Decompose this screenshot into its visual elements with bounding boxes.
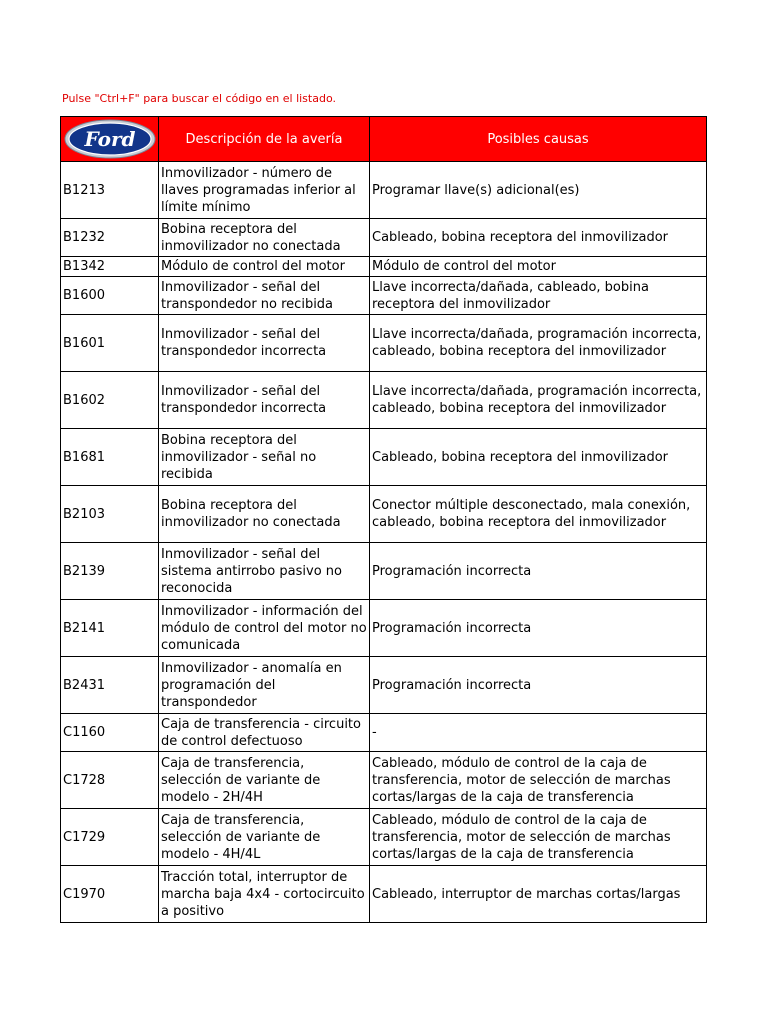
code-cell: B1213	[61, 162, 159, 219]
table-row	[61, 486, 707, 543]
description-cell: Bobina receptora del inmovilizador no conectada	[159, 219, 370, 257]
table-row	[61, 543, 707, 600]
table-row	[61, 277, 707, 315]
table-row	[61, 866, 707, 923]
table-row	[61, 714, 707, 752]
description-cell: Inmovilizador - anomalía en programación del transpondedor	[159, 657, 370, 714]
description-cell: Inmovilizador - señal del transpondedor no recibida	[159, 277, 370, 315]
table-row	[61, 600, 707, 657]
causes-cell: Programación incorrecta	[370, 600, 707, 657]
description-cell: Inmovilizador - señal del transpondedor incorrecta	[159, 315, 370, 372]
causes-cell: Llave incorrecta/dañada, programación incorrecta, cableado, bobina receptora del inmovilizador	[370, 315, 707, 372]
table-row	[61, 315, 707, 372]
description-cell: Caja de transferencia - circuito de control defectuoso	[159, 714, 370, 752]
causes-cell: Programar llave(s) adicional(es)	[370, 162, 707, 219]
table-row	[61, 219, 707, 257]
code-cell: B1602	[61, 372, 159, 429]
code-cell: B1232	[61, 219, 159, 257]
causes-cell: Cableado, módulo de control de la caja de transferencia, motor de selección de marchas cortas/largas de la caja de transferencia	[370, 752, 707, 809]
causes-cell: Módulo de control del motor	[370, 257, 707, 277]
code-cell: B2431	[61, 657, 159, 714]
causes-cell: Cableado, bobina receptora del inmovilizador	[370, 429, 707, 486]
causes-cell: Cableado, interruptor de marchas cortas/largas	[370, 866, 707, 923]
table-row	[61, 657, 707, 714]
code-cell: B1601	[61, 315, 159, 372]
table-body	[61, 162, 707, 923]
description-cell: Caja de transferencia, selección de variante de modelo - 2H/4H	[159, 752, 370, 809]
table-header-row	[61, 117, 707, 162]
code-cell: B2141	[61, 600, 159, 657]
description-cell: Inmovilizador - información del módulo de control del motor no comunicada	[159, 600, 370, 657]
description-cell: Inmovilizador - señal del sistema antirrobo pasivo no reconocida	[159, 543, 370, 600]
description-cell: Módulo de control del motor	[159, 257, 370, 277]
description-cell: Inmovilizador - número de llaves programadas inferior al límite mínimo	[159, 162, 370, 219]
description-cell: Caja de transferencia, selección de variante de modelo - 4H/4L	[159, 809, 370, 866]
causes-cell: Programación incorrecta	[370, 543, 707, 600]
causes-cell: Llave incorrecta/dañada, cableado, bobina receptora del inmovilizador	[370, 277, 707, 315]
causes-cell: Cableado, módulo de control de la caja de transferencia, motor de selección de marchas cortas/largas de la caja de transferencia	[370, 809, 707, 866]
causes-cell: Conector múltiple desconectado, mala conexión, cableado, bobina receptora del inmovilizador	[370, 486, 707, 543]
description-cell: Tracción total, interruptor de marcha baja 4x4 - cortocircuito a positivo	[159, 866, 370, 923]
code-cell: C1970	[61, 866, 159, 923]
code-cell: B2139	[61, 543, 159, 600]
code-cell: B1681	[61, 429, 159, 486]
code-cell: C1729	[61, 809, 159, 866]
description-cell: Bobina receptora del inmovilizador - señal no recibida	[159, 429, 370, 486]
logo-cell	[61, 117, 159, 162]
table-row	[61, 372, 707, 429]
code-cell: B2103	[61, 486, 159, 543]
ford-logo	[64, 119, 156, 159]
table-row	[61, 809, 707, 866]
fault-code-table	[60, 116, 707, 923]
causes-cell: Programación incorrecta	[370, 657, 707, 714]
code-cell: B1342	[61, 257, 159, 277]
causes-cell: Cableado, bobina receptora del inmovilizador	[370, 219, 707, 257]
table-row	[61, 752, 707, 809]
code-cell: C1160	[61, 714, 159, 752]
header-causes: Posibles causas	[370, 117, 707, 162]
code-cell: C1728	[61, 752, 159, 809]
description-cell: Inmovilizador - señal del transpondedor incorrecta	[159, 372, 370, 429]
code-cell: B1600	[61, 277, 159, 315]
causes-cell: -	[370, 714, 707, 752]
causes-cell: Llave incorrecta/dañada, programación incorrecta, cableado, bobina receptora del inmovilizador	[370, 372, 707, 429]
logo-text: Ford	[84, 127, 135, 151]
description-cell: Bobina receptora del inmovilizador no conectada	[159, 486, 370, 543]
search-hint: Pulse "Ctrl+F" para buscar el código en el listado.	[62, 92, 336, 105]
table-row	[61, 429, 707, 486]
table-row	[61, 162, 707, 219]
table-row	[61, 257, 707, 277]
header-description: Descripción de la avería	[159, 117, 370, 162]
